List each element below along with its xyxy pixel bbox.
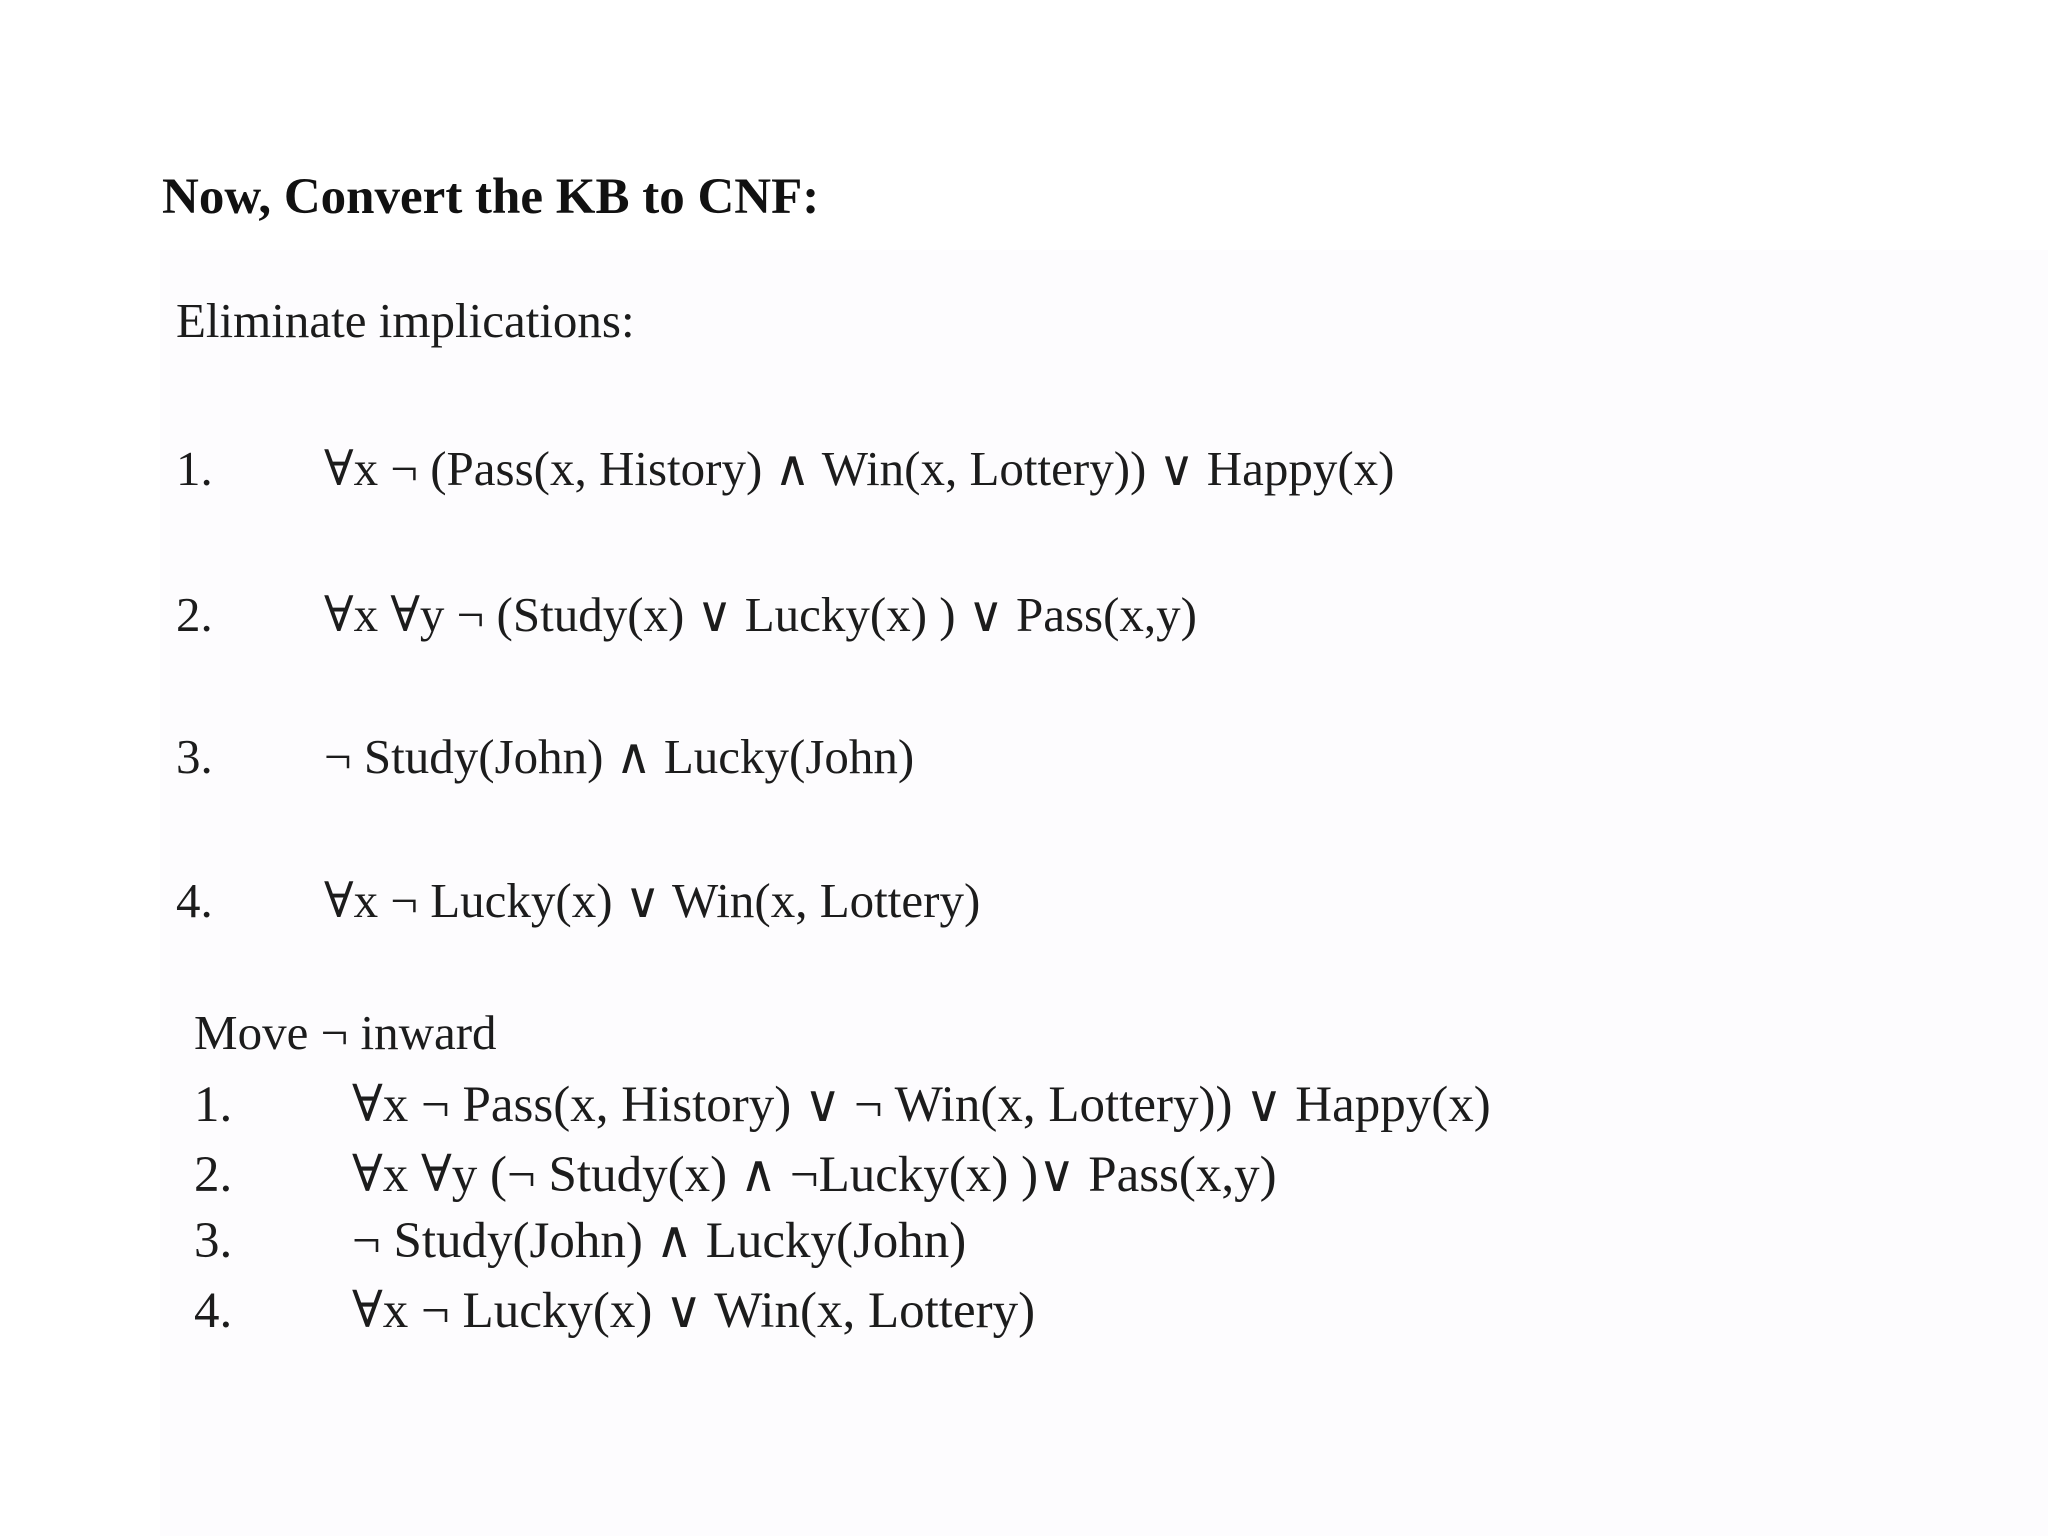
item-number: 4. [194, 1283, 233, 1339]
item-number: 2. [194, 1147, 233, 1203]
item-number: 2. [176, 587, 213, 642]
item-number: 4. [176, 873, 213, 928]
item-number: 3. [194, 1213, 233, 1269]
item-number: 1. [176, 441, 213, 496]
formula-text: ∀x ∀y ¬ (Study(x) ∨ Lucky(x) ) ∨ Pass(x,y) [324, 587, 1197, 642]
formula-text: ¬ Study(John) ∧ Lucky(John) [352, 1213, 967, 1269]
formula-text: ∀x ¬ Lucky(x) ∨ Win(x, Lottery) [352, 1283, 1036, 1339]
formula-text: ∀x ¬ (Pass(x, History) ∧ Win(x, Lottery)) ∨ Happy(x) [324, 441, 1395, 496]
formula-text: ¬ Study(John) ∧ Lucky(John) [324, 729, 915, 784]
formula-text: ∀x ¬ Lucky(x) ∨ Win(x, Lottery) [324, 873, 981, 928]
page-title: Now, Convert the KB to CNF: [162, 169, 820, 225]
section-title: Move ¬ inward [194, 1005, 497, 1060]
section-title: Eliminate implications: [176, 293, 635, 348]
formula-text: ∀x ¬ Pass(x, History) ∨ ¬ Win(x, Lottery)) ∨ Happy(x) [352, 1077, 1491, 1133]
formula-text: ∀x ∀y (¬ Study(x) ∧ ¬Lucky(x) )∨ Pass(x,y) [352, 1147, 1277, 1203]
item-number: 1. [194, 1077, 233, 1133]
item-number: 3. [176, 729, 213, 784]
